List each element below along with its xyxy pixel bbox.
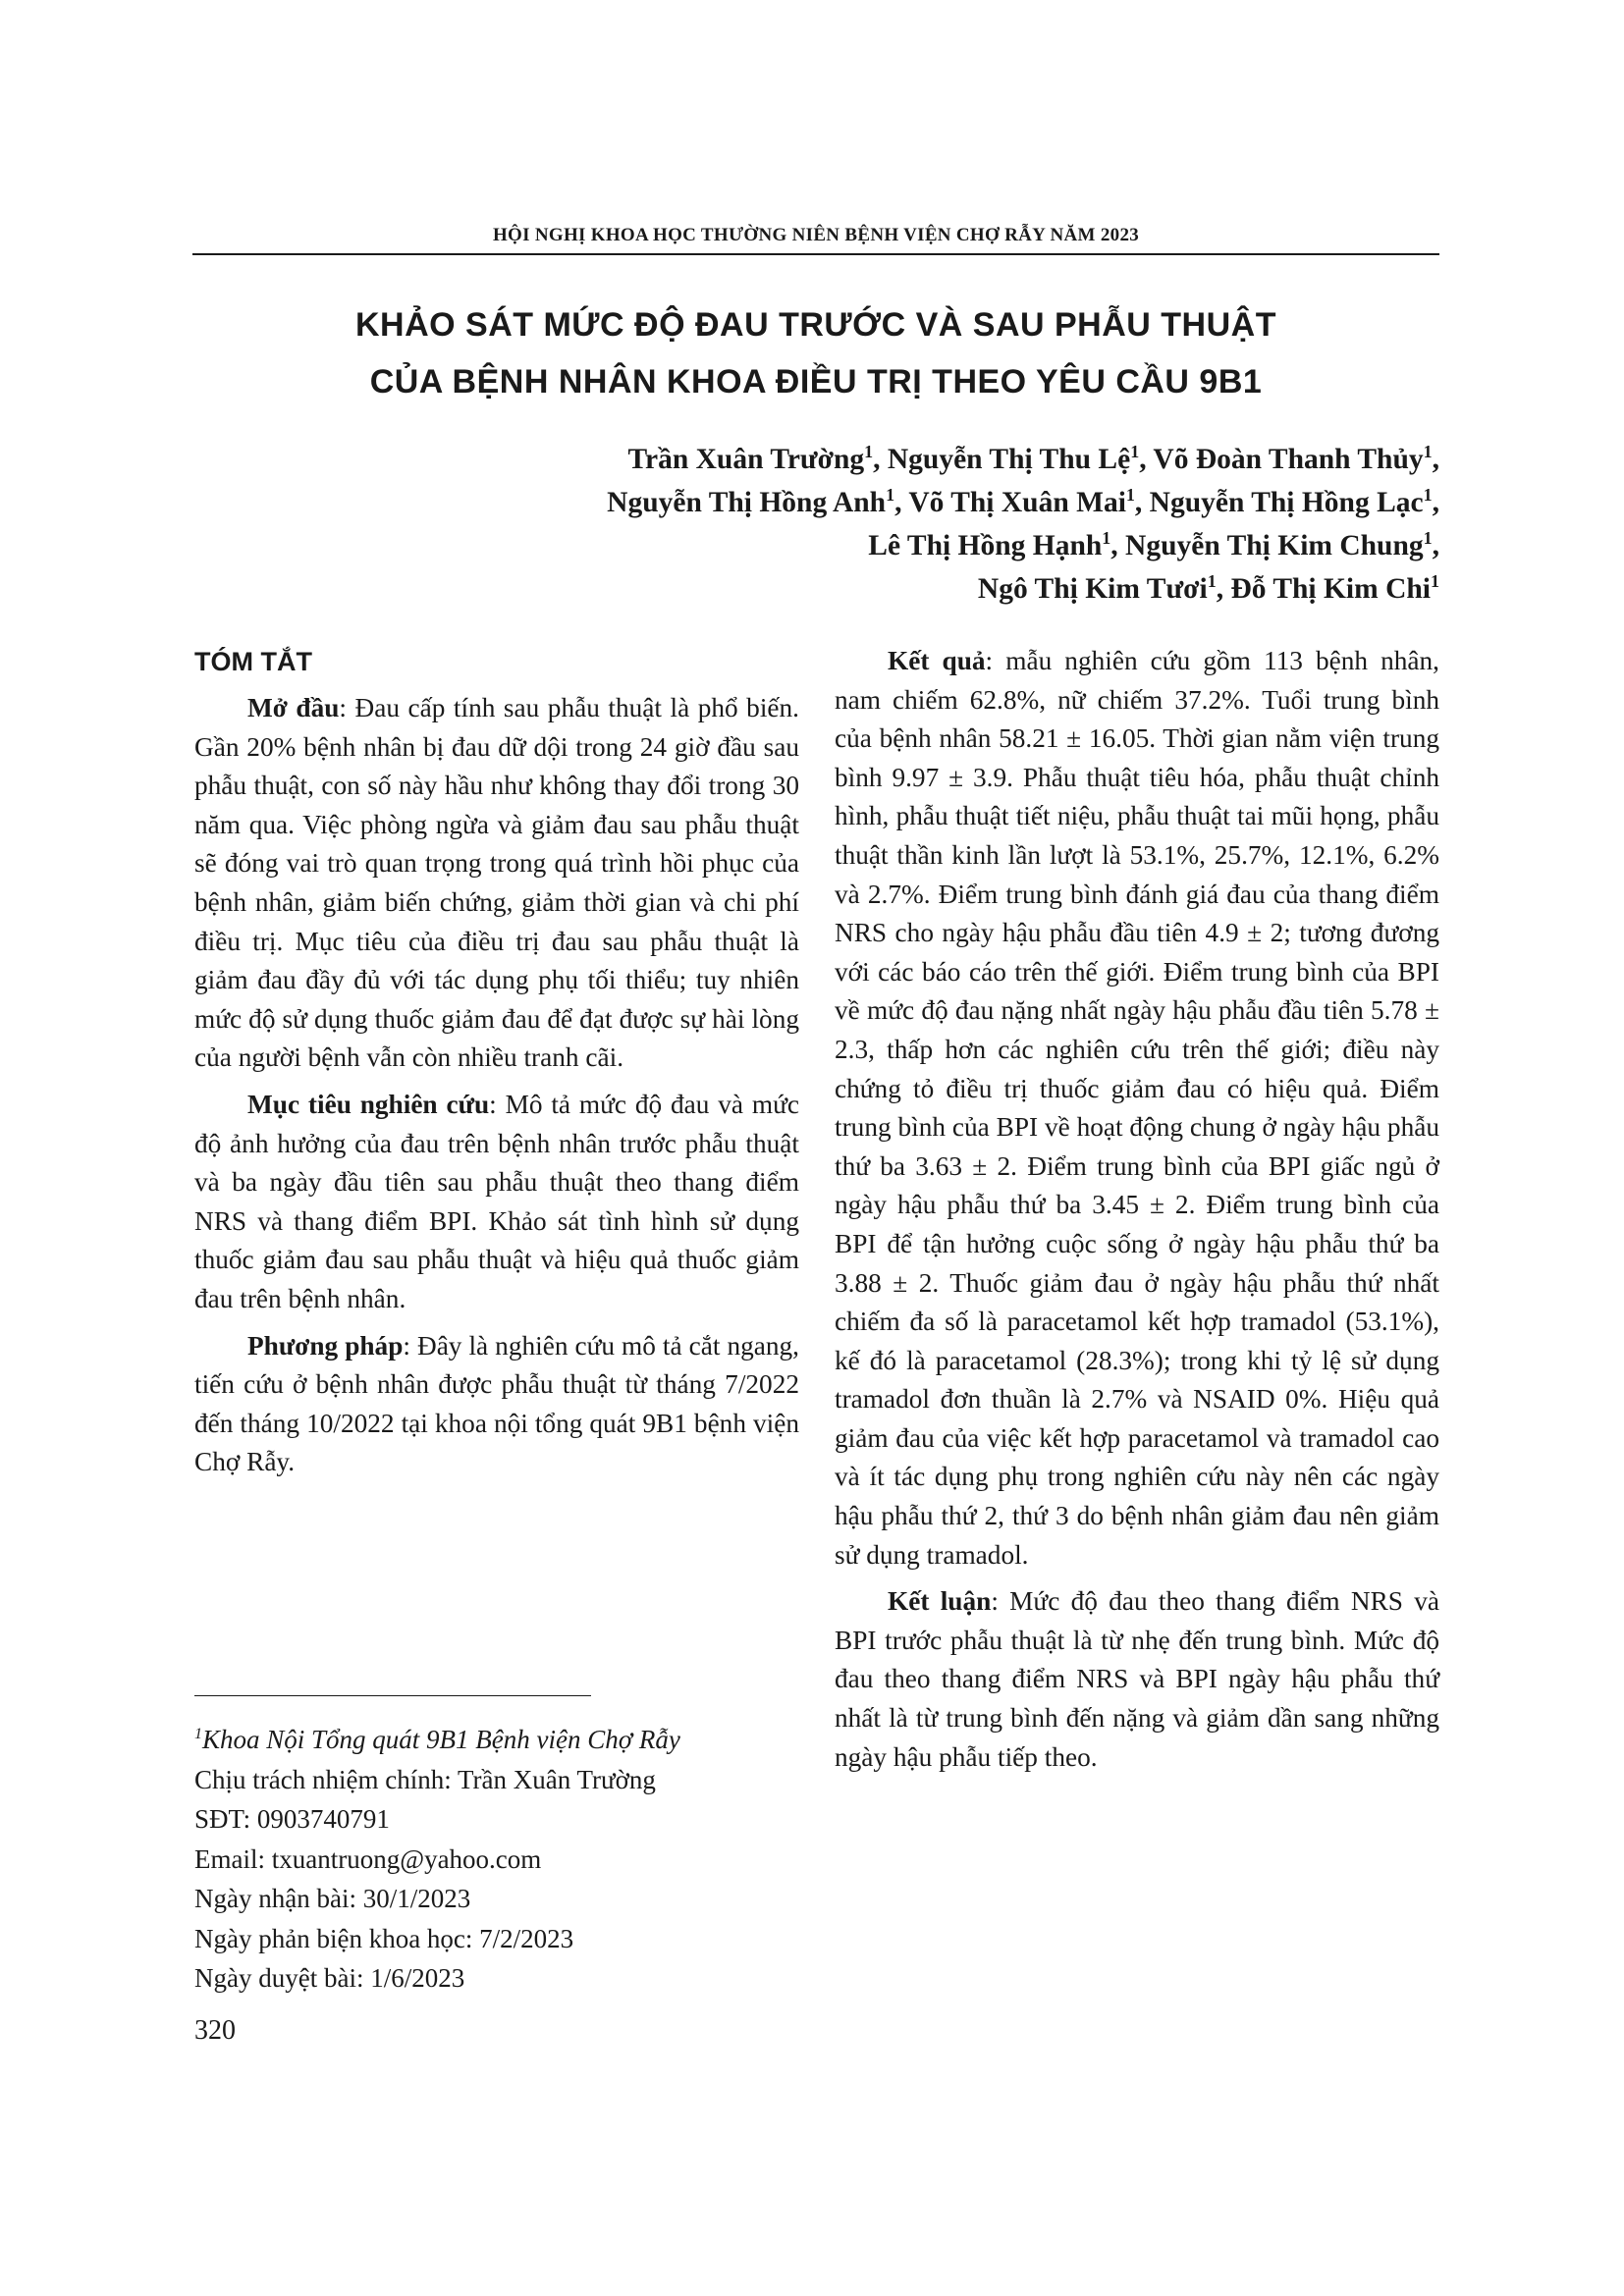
affiliation-note [194,1720,799,1760]
running-header: HỘI NGHỊ KHOA HỌC THƯỜNG NIÊN BỆNH VIỆN CHỢ RẪY NĂM 2023 [492,225,1140,245]
affiliation-mark: 1 [1207,571,1217,592]
affiliation-mark: 1 [1423,442,1433,462]
title-line-2: CỦA BỆNH NHÂN KHOA ĐIỀU TRỊ THEO YÊU CẦU 9B1 [369,363,1263,400]
intro-label: Mở đầu [247,693,340,722]
abstract-left-column [194,642,799,1490]
author-name: Đỗ Thị Kim Chi [1230,573,1431,605]
received-date: Ngày nhận bài: 30/1/2023 [194,1884,471,1913]
affiliation-mark: 1 [886,485,895,506]
author-line: Ngô Thị Kim Tươi$^1$, Đỗ Thị Kim Chi$^1$ [977,571,1439,605]
email-address: Email: txuantruong@yahoo.com [194,1843,542,1874]
affiliation-mark: 1 [1423,485,1433,506]
conclusion-text: : Mức độ đau theo thang điểm NRS và BPI trước phẫu thuật là từ nhẹ đến trung bình. Mức độ đau theo thang điểm NRS và BPI ngày hậu phẫu thứ nhất là từ trung bình đến nặng và giảm dần sang những ngày hậu phẫu tiếp theo. [835,1586,1440,1772]
results-text: : mẫu nghiên cứu gồm 113 bệnh nhân, nam chiếm 62.8%, nữ chiếm 37.2%. Tuổi trung bình của bệnh nhân 58.21 ± 16.05. Thời gian nằm viện trung bình 9.97 ± 3.9. Phẫu thuật tiêu hóa, phẫu thuật chỉnh hình, phẫu thuật tiết niệu, phẫu thuật tai mũi họng, phẫu thuật thần kinh lần lượt là 53.1%, 25.7%, 12.1%, 6.2% và 2.7%. Điểm trung bình đánh giá đau của thang điểm NRS cho ngày hậu phẫu đầu tiên 4.9 ± 2; tương đương với các báo cáo trên thế giới. Điểm trung bình của BPI về mức độ đau nặng nhất ngày hậu phẫu đầu tiên 5.78 ± 2.3, thấp hơn các nghiên cứu trên thế giới; điều này chứng tỏ điều trị thuốc giảm đau có hiệu quả. Điểm trung bình của BPI về hoạt động chung ở ngày hậu phẫu thứ ba 3.63 ± 2. Điểm trung bình của BPI giấc ngủ ở ngày hậu phẫu thứ ba 3.45 ± 2. Điểm trung bình của BPI để tận hưởng cuộc sống ở ngày hậu phẫu thứ ba 3.88 ± 2. Thuốc giảm đau ở ngày hậu phẫu thứ nhất chiếm đa số là paracetamol kết hợp tramadol (53.1%), kế đó là paracetamol (28.3%); trong khi tỷ lệ sử dụng tramadol đơn thuần là 2.7% và NSAID 0%. Hiệu quả giảm đau của việc kết hợp paracetamol và tramadol cao và ít tác dụng phụ trong nghiên cứu này nên các ngày hậu phẫu thứ 2, thứ 3 do bệnh nhân giảm đau nên giảm sử dụng tramadol. [835,646,1439,1570]
affiliation-mark: 1 [1431,571,1439,592]
author-name: Ngô Thị Kim Tươi [977,573,1208,605]
results-label: Kết quả [888,646,986,675]
author-name: Võ Đoàn Thanh Thủy [1153,444,1424,475]
method-label: Phương pháp [247,1330,404,1361]
affiliation-mark: 1 [1125,485,1135,506]
author-line: Trần Xuân Trường$^1$, Nguyễn Thị Thu Lệ$^1$, Võ Đoàn Thanh Thủy$^1$, [627,442,1439,475]
method-text: : Đây là nghiên cứu mô tả cắt ngang, tiến cứu ở bệnh nhân được phẫu thuật từ tháng 7/2022 đến tháng 10/2022 tại khoa nội tổng quát 9B1 bệnh viện Chợ Rẫy. [194,1330,799,1477]
affiliation-mark: 1 [1130,442,1140,462]
author-line: Lê Thị Hồng Hạnh$^1$, Nguyễn Thị Kim Chung$^1$, [868,528,1439,561]
footnotes [194,1720,799,1999]
author-name: Lê Thị Hồng Hạnh [868,530,1103,561]
author-name: Nguyễn Thị Thu Lệ [887,444,1131,475]
accepted-date: Ngày duyệt bài: 1/6/2023 [194,1963,465,1993]
author-list [359,438,1439,611]
conclusion-paragraph [835,1582,1439,1777]
affiliation-mark: 1 [1102,528,1111,549]
affiliation-mark: 1 [1423,528,1433,549]
author-name: Nguyễn Thị Hồng Anh [607,487,887,518]
review-date: Ngày phản biện khoa học: 7/2/2023 [194,1923,574,1953]
page-number: 320 [194,2015,236,2046]
author-line: Nguyễn Thị Hồng Anh$^1$, Võ Thị Xuân Mai$^1$, Nguyễn Thị Hồng Lạc$^1$, [607,485,1439,518]
footnote-rule [194,1695,591,1696]
objective-paragraph [194,1086,799,1319]
phone-number: SĐT: 0903740791 [194,1804,390,1834]
title-line-1: KHẢO SÁT MỨC ĐỘ ĐAU TRƯỚC VÀ SAU PHẪU THUẬT [354,306,1276,344]
author-name: Nguyễn Thị Hồng Lạc [1149,487,1424,518]
affiliation-text: Khoa Nội Tổng quát 9B1 Bệnh viện Chợ Rẫy [202,1725,680,1754]
author-name: Nguyễn Thị Kim Chung [1125,530,1424,561]
author-name: Trần Xuân Trường [627,444,865,475]
intro-text: : Đau cấp tính sau phẫu thuật là phổ biến. Gần 20% bệnh nhân bị đau dữ dội trong 24 giờ đầu sau phẫu thuật, con số này hầu như không thay đổi trong 30 năm qua. Việc phòng ngừa và giảm đau sau phẫu thuật sẽ đóng vai trò quan trọng trong quá trình hồi phục của bệnh nhân, giảm biến chứng, giảm thời gian và chi phí điều trị. Mục tiêu của điều trị đau sau phẫu thuật là giảm đau đầy đủ với tác dụng phụ tối thiểu; tuy nhiên mức độ sử dụng thuốc giảm đau để đạt được sự hài lòng của người bệnh vẫn còn nhiều tranh cãi. [194,693,799,1073]
author-name: Võ Thị Xuân Mai [908,487,1126,518]
affiliation-mark: 1 [194,1726,202,1742]
corresponding-author: Chịu trách nhiệm chính: Trần Xuân Trường [194,1764,656,1794]
intro-paragraph [194,689,799,1078]
method-paragraph [194,1327,799,1482]
results-paragraph [835,642,1439,1575]
affiliation-mark: 1 [864,442,874,462]
objective-text: : Mô tả mức độ đau và mức độ ảnh hưởng của đau trên bệnh nhân trước phẫu thuật và ba ngày đầu tiên sau phẫu thuật theo thang điểm NRS và thang điểm BPI. Khảo sát tình hình sử dụng thuốc giảm đau sau phẫu thuật và hiệu quả thuốc giảm đau trên bệnh nhân. [194,1089,800,1313]
header-rule [192,253,1439,255]
objective-label: Mục tiêu nghiên cứu [247,1089,490,1119]
abstract-right-column [835,642,1439,1785]
article-title [192,296,1439,410]
abstract-heading: TÓM TẮT [194,647,312,676]
conclusion-label: Kết luận [888,1586,992,1617]
